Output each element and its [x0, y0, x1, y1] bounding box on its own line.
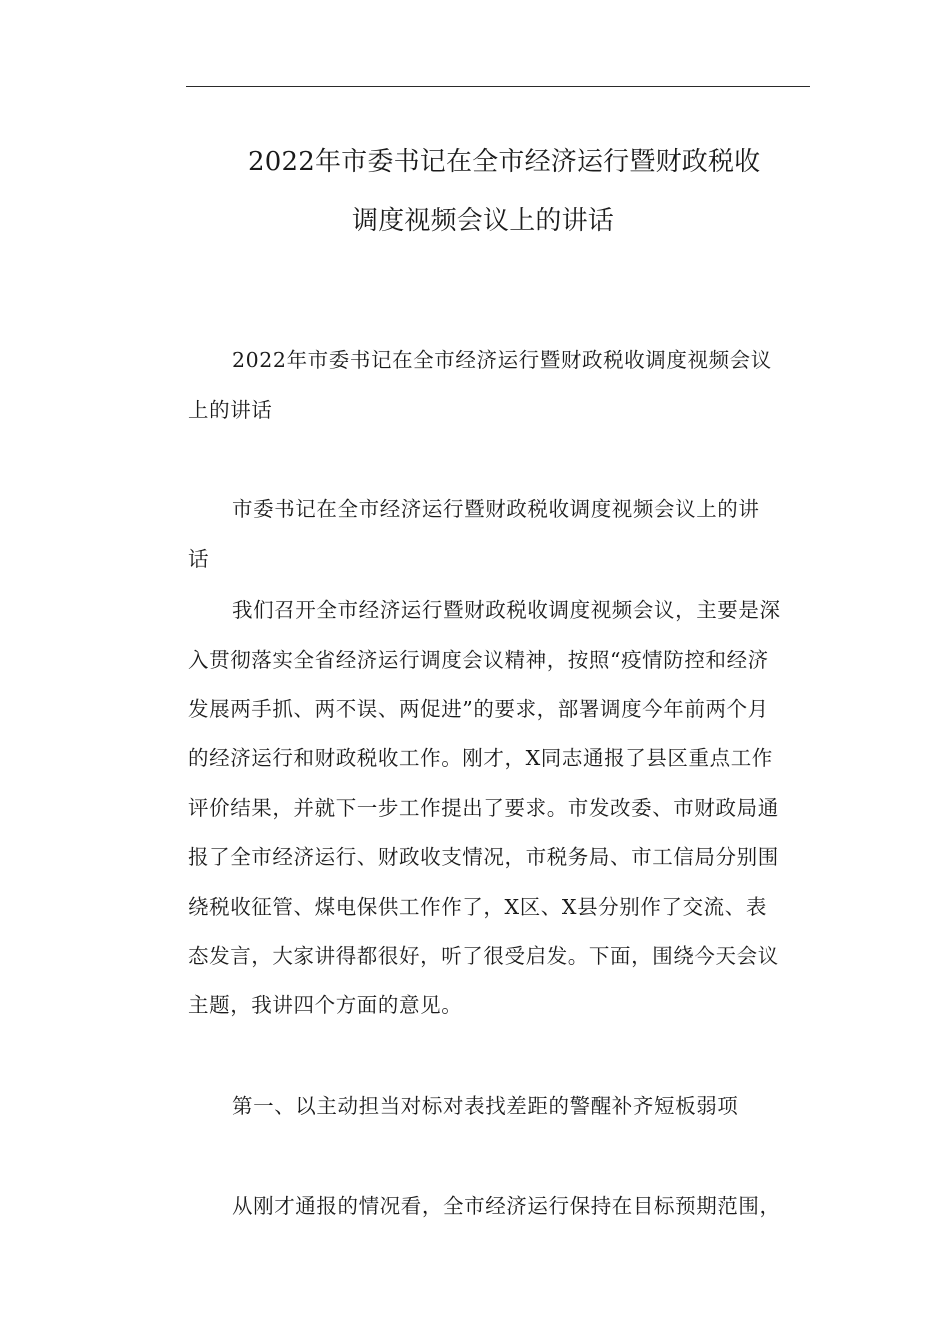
section-heading-1: 第一、以主动担当对标对表找差距的警醒补齐短板弱项	[232, 1094, 739, 1118]
document-title-line-1: 2022年市委书记在全市经济运行暨财政税收	[248, 147, 761, 177]
paragraph-3-line-8: 态发言，大家讲得都很好，听了很受启发。下面，围绕今天会议	[188, 944, 779, 968]
paragraph-3-line-5: 评价结果，并就下一步工作提出了要求。市发改委、市财政局通	[188, 796, 779, 820]
paragraph-3-line-2: 入贯彻落实全省经济运行调度会议精神，按照“疫情防控和经济	[188, 648, 769, 672]
paragraph-3-line-9: 主题，我讲四个方面的意见。	[188, 993, 463, 1017]
paragraph-1-line-1: 2022年市委书记在全市经济运行暨财政税收调度视频会议	[232, 348, 772, 372]
paragraph-5-line-1: 从刚才通报的情况看，全市经济运行保持在目标预期范围，	[232, 1194, 781, 1218]
paragraph-2-line-1: 市委书记在全市经济运行暨财政税收调度视频会议上的讲	[232, 497, 760, 521]
paragraph-3-line-4: 的经济运行和财政税收工作。刚才，X同志通报了县区重点工作	[188, 746, 773, 770]
paragraph-3-line-6: 报了全市经济运行、财政收支情况，市税务局、市工信局分别围	[188, 845, 779, 869]
paragraph-3-line-1: 我们召开全市经济运行暨财政税收调度视频会议，主要是深	[232, 598, 781, 622]
paragraph-3-line-7: 绕税收征管、煤电保供工作作了，X区、X县分别作了交流、表	[188, 895, 767, 919]
paragraph-1-line-2: 上的讲话	[188, 398, 273, 422]
document-title-line-2: 调度视频会议上的讲话	[352, 206, 615, 236]
header-rule	[186, 86, 810, 87]
paragraph-2-line-2: 话	[188, 547, 210, 571]
paragraph-3-line-3: 发展两手抓、两不误、两促进”的要求，部署调度今年前两个月	[188, 697, 769, 721]
